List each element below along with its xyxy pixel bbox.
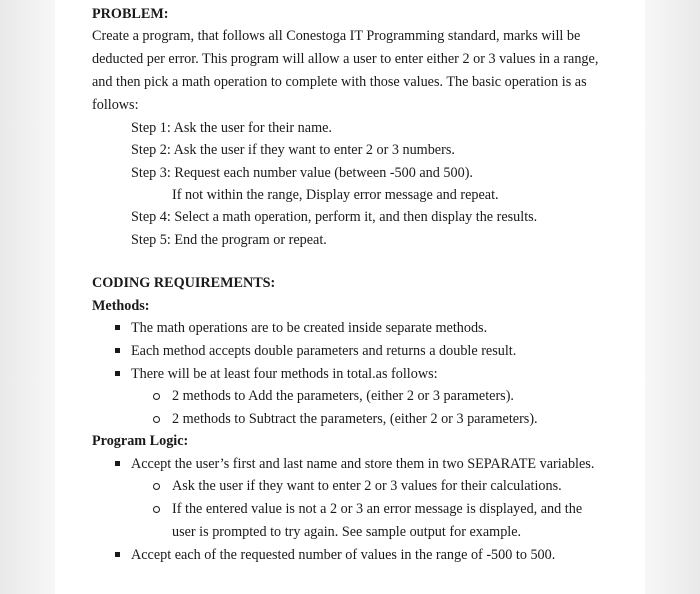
- square-bullet-icon: [115, 461, 120, 466]
- logic-heading: Program Logic:: [92, 433, 189, 449]
- page-margin-left: [0, 0, 55, 594]
- circle-bullet-icon: [153, 483, 160, 490]
- methods-sub-bullet: 2 methods to Subtract the parameters, (either 2 or 3 parameters).: [172, 411, 538, 427]
- methods-bullet: There will be at least four methods in total.as follows:: [131, 366, 438, 382]
- circle-bullet-icon: [153, 506, 160, 513]
- methods-heading: Methods:: [92, 298, 150, 314]
- step-3-note: If not within the range, Display error message and repeat.: [172, 187, 499, 203]
- square-bullet-icon: [115, 325, 120, 330]
- intro-line: and then pick a math operation to complete with those values. The basic operation is as: [92, 74, 587, 90]
- step-1: Step 1: Ask the user for their name.: [131, 120, 332, 136]
- logic-bullet: Accept each of the requested number of values in the range of -500 to 500.: [131, 547, 556, 563]
- step-5: Step 5: End the program or repeat.: [131, 232, 327, 248]
- logic-sub-bullet: If the entered value is not a 2 or 3 an error message is displayed, and the: [172, 501, 583, 517]
- square-bullet-icon: [115, 371, 120, 376]
- intro-line: Create a program, that follows all Conestoga IT Programming standard, marks will be: [92, 28, 581, 44]
- methods-bullet: The math operations are to be created inside separate methods.: [131, 320, 488, 336]
- step-4: Step 4: Select a math operation, perform it, and then display the results.: [131, 209, 538, 225]
- methods-bullet: Each method accepts double parameters and returns a double result.: [131, 343, 517, 359]
- intro-line: follows:: [92, 97, 139, 113]
- problem-heading: PROBLEM:: [92, 6, 169, 22]
- step-3: Step 3: Request each number value (between -500 and 500).: [131, 165, 473, 181]
- intro-line: deducted per error. This program will allow a user to enter either 2 or 3 values in a range,: [92, 51, 599, 67]
- square-bullet-icon: [115, 348, 120, 353]
- logic-sub-bullet-continued: user is prompted to try again. See sample output for example.: [172, 524, 522, 540]
- logic-bullet: Accept the user’s first and last name and store them in two SEPARATE variables.: [131, 456, 595, 472]
- coding-heading: CODING REQUIREMENTS:: [92, 275, 276, 291]
- methods-sub-bullet: 2 methods to Add the parameters, (either 2 or 3 parameters).: [172, 388, 514, 404]
- circle-bullet-icon: [153, 393, 160, 400]
- logic-sub-bullet: Ask the user if they want to enter 2 or 3 values for their calculations.: [172, 478, 562, 494]
- page-margin-right: [645, 0, 700, 594]
- circle-bullet-icon: [153, 416, 160, 423]
- square-bullet-icon: [115, 552, 120, 557]
- step-2: Step 2: Ask the user if they want to enter 2 or 3 numbers.: [131, 142, 455, 158]
